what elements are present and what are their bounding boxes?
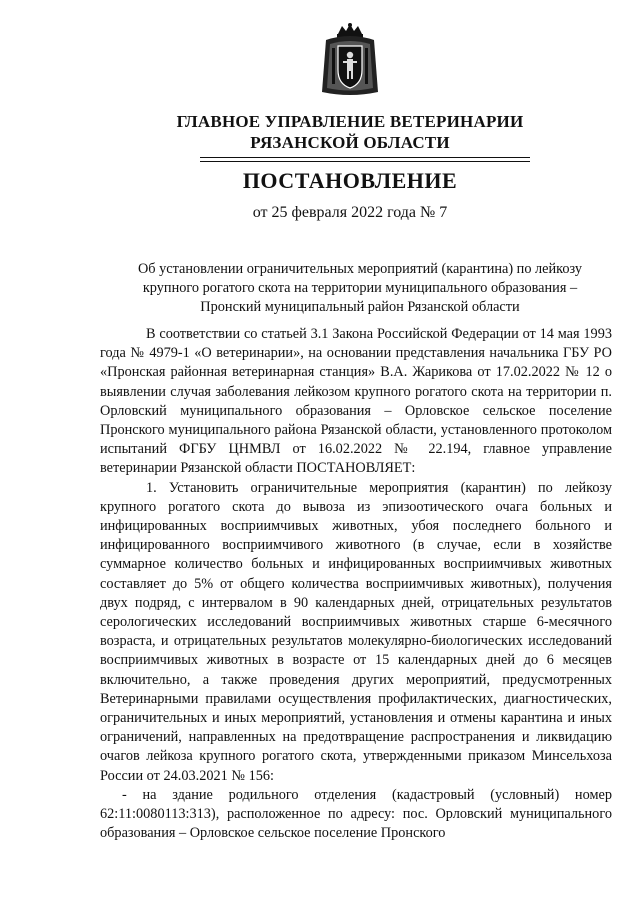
document-type-title: ПОСТАНОВЛЕНИЕ [242,168,458,193]
subject-line: Об установлении ограничительных мероприятий (карантина) по лейкозу [137,261,583,277]
header-divider-top [200,157,530,158]
document-date-number: от 25 февраля 2022 года № 7 [252,204,448,221]
clause-1-bullet: - на здание родильного отделения (кадастровый (условный) номер 62:11:0080113:313), расположенное по адресу: пос. Орловский муниципального образования – Орловское сельское поселение Пронского [100,786,612,842]
coat-of-arms-emblem-icon [318,22,382,98]
clause-1-paragraph: 1. Установить ограничительные мероприятия (карантин) по лейкозу крупного рогатого скота до вывоза из эпизоотического очага больных и инфицированных восприимчивых животных, убоя последнего больного и инфицированного восприимчивого животного (в случае, если в хозяйстве суммарное количество больных и инфицированных восприимчивых животных составляет до 5% от общего количества восприимчивых животных), получения двух подряд, с интервалом в 90 календарных дней, отрицательных результатов серологических исследований восприимчивых животных старше 6-месячного возраста, и отрицательных результатов молекулярно-биологических исследований восприимчивых животных в возрасте от 15 календарных дней до 6 месяцев включительно, а также проведения других мероприятий, предусмотренных Ветеринарными правилами осуществления профилактических, диагностических, ограничительных и иных мероприятий, установления и отмены карантина и иных ограничений, направленных на предотвращение распространения и ликвидацию очагов лейкоза крупного рогатого скота, утвержденными приказом Минсельхоза России от 24.03.2021 № 156: [100,479,612,784]
preamble-paragraph: В соответствии со статьей 3.1 Закона Российской Федерации от 14 мая 1993 года № 4979-1 «О ветеринарии», на основании представления начальника ГБУ РО «Пронская районная ветеринарная станция» В.А. Жарикова от 17.02.2022 № 12 о выявлении случая заболевания лейкозом крупного рогатого скота на территории п. Орловский муниципального образования – Орловское сельское поселение Пронского муниципального района Рязанской области, установленного протоколом испытаний ФГБУ ЦНМВЛ от 16.02.2022 № 22.194, главное управление ветеринарии Рязанской области ПОСТАНОВЛЯЕТ: [100,326,612,477]
organization-name-line1: ГЛАВНОЕ УПРАВЛЕНИЕ ВЕТЕРИНАРИИ [176,112,524,131]
organization-name-line2: РЯЗАНСКОЙ ОБЛАСТИ [250,133,450,152]
document-subject [95,260,625,317]
document-body [100,325,612,843]
subject-line: Пронский муниципальный район Рязанской области [200,299,520,315]
header-divider-bottom [200,161,530,162]
subject-line: крупного рогатого скота на территории муниципального образования – [142,280,578,296]
